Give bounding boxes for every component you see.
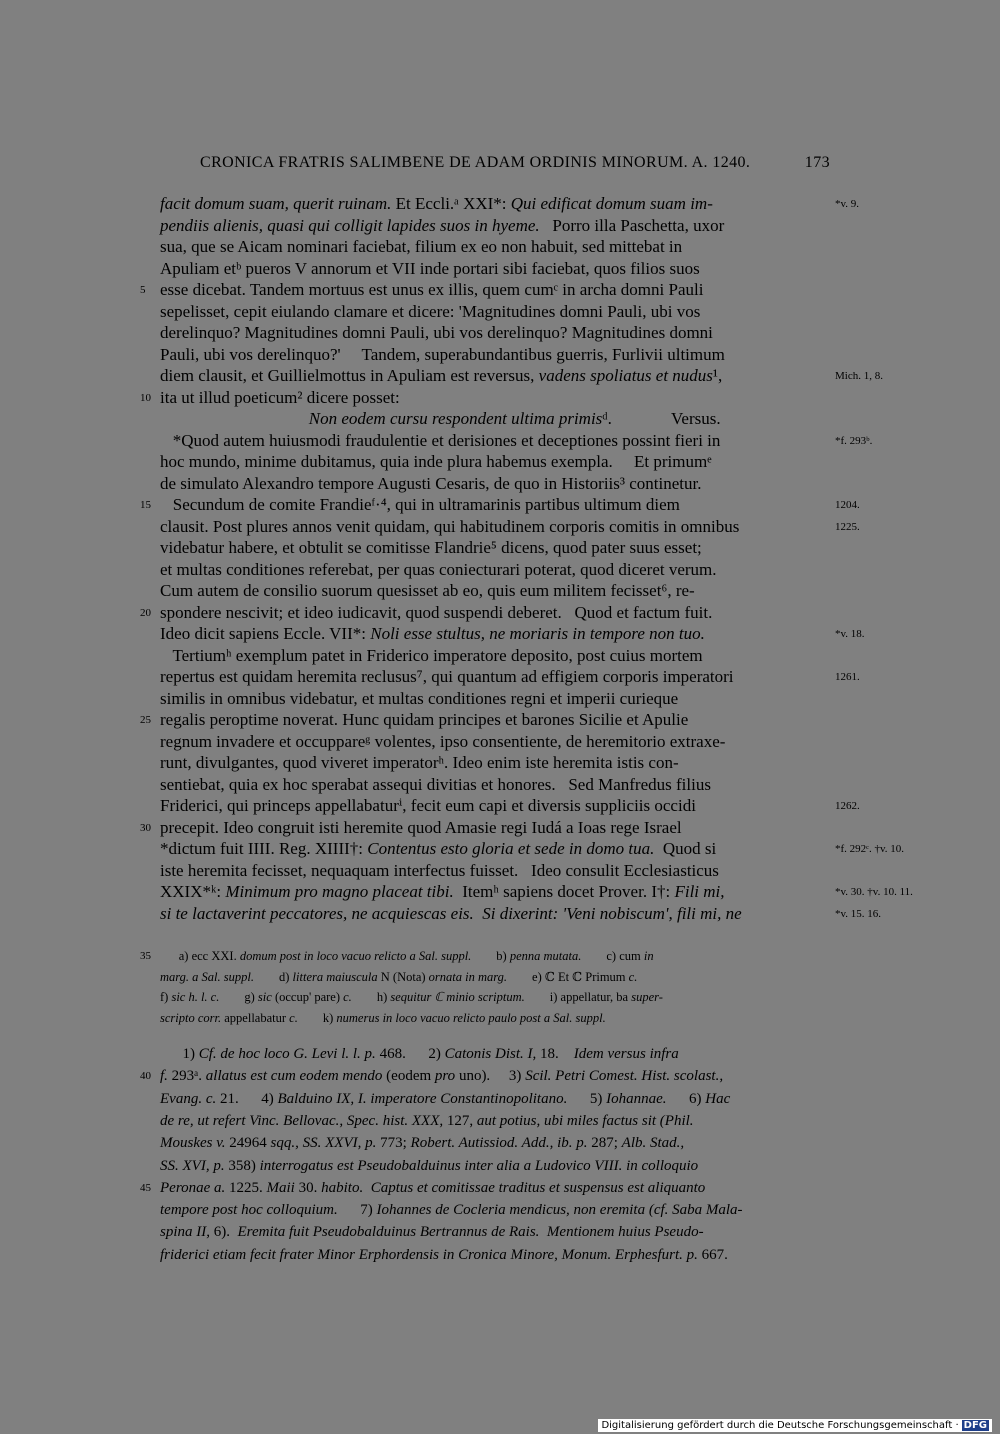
text-segment: 30. bbox=[294, 1179, 322, 1196]
text-segment: runt, divulgantes, quod viveret imperatorʰ. Ideo enim iste heremita istis con- bbox=[160, 753, 679, 772]
text-segment: appellabatur bbox=[221, 1010, 290, 1025]
footnote-line bbox=[160, 1043, 830, 1065]
text-segment: aut potius, ubi miles factus sit (Phil. bbox=[476, 1112, 694, 1129]
text-segment: sequitur ℂ minio scriptum. bbox=[390, 990, 525, 1004]
text-segment: si te lactaverint peccatores, ne acquiescas eis. Si dixerint: 'Veni nobiscum', fili mi, ne bbox=[160, 903, 742, 923]
footnote-line bbox=[160, 1110, 830, 1132]
text-segment: uno). 3) bbox=[455, 1068, 526, 1085]
text-segment: 127, bbox=[443, 1112, 477, 1129]
text-line bbox=[160, 688, 830, 710]
text-segment: (eodem bbox=[382, 1068, 435, 1085]
text-segment: 358) bbox=[224, 1157, 260, 1174]
text-segment: in bbox=[643, 949, 654, 963]
footnote-line bbox=[160, 1244, 830, 1266]
page-number: 173 bbox=[804, 154, 830, 171]
text-segment: tempore post hoc colloquium. bbox=[160, 1202, 338, 1219]
margin-note: *v. 15. 16. bbox=[835, 907, 882, 920]
text-line bbox=[160, 645, 830, 667]
line-number: 30 bbox=[140, 821, 151, 834]
footnote-line bbox=[160, 1088, 830, 1110]
text-line bbox=[160, 752, 830, 774]
text-segment: similis in omnibus videbatur, et multas conditiones regni et imperii curieque bbox=[160, 688, 679, 708]
text-segment: Et Eccli.ᵃ XXI*: bbox=[391, 194, 511, 213]
text-line bbox=[160, 279, 830, 301]
text-segment: sic h. l. c. bbox=[171, 990, 220, 1004]
text-segment: domum post in loco vacuo relicto a Sal. suppl. bbox=[239, 949, 472, 963]
line-number: 10 bbox=[140, 391, 151, 404]
text-segment: Maii bbox=[266, 1179, 295, 1196]
line-number: 45 bbox=[140, 1181, 151, 1194]
text-segment: N (Nota) bbox=[377, 969, 429, 984]
text-segment: hoc mundo, minime dubitamus, quia inde plura habemus exempla. Et primumᵉ bbox=[160, 452, 712, 471]
text-segment: pro bbox=[434, 1068, 456, 1085]
text-line bbox=[160, 838, 830, 860]
line-number: 20 bbox=[140, 606, 151, 619]
text-segment: Alb. Stad., bbox=[621, 1135, 685, 1152]
text-segment: 6) bbox=[666, 1090, 706, 1107]
text-line bbox=[160, 494, 830, 516]
text-line bbox=[160, 344, 830, 366]
text-segment: Evang. c. bbox=[160, 1090, 217, 1107]
text-segment: marg. a Sal. suppl. bbox=[160, 969, 254, 984]
text-line bbox=[160, 903, 830, 925]
text-segment: ornata in marg. bbox=[428, 969, 508, 984]
text-segment: spina II, bbox=[160, 1224, 210, 1241]
text-line bbox=[160, 774, 830, 796]
text-segment: 6). bbox=[210, 1224, 238, 1241]
text-line bbox=[160, 408, 830, 430]
apparatus-line bbox=[160, 988, 830, 1006]
funding-footer bbox=[598, 1419, 992, 1432]
margin-note: 1262. bbox=[835, 800, 860, 812]
text-line bbox=[160, 881, 830, 903]
text-segment: sepelisset, cepit eiulando clamare et dicere: 'Magnitudines domni Pauli, ubi vos bbox=[160, 301, 701, 321]
text-line bbox=[160, 301, 830, 323]
text-segment: clausit. Post plures annos venit quidam, qui habitudinem corporis comitis in omnibus bbox=[160, 516, 740, 536]
text-segment: Quod si bbox=[654, 839, 717, 858]
text-segment: repertus est quidam heremita reclusus⁷, qui quantum ad effigiem corporis imperatori bbox=[160, 667, 734, 686]
text-line bbox=[160, 537, 830, 559]
text-segment: Robert. Autissiod. Add., ib. p. bbox=[410, 1135, 588, 1152]
text-segment: facit domum suam, querit ruinam. bbox=[160, 194, 392, 213]
text-segment: 287; bbox=[587, 1135, 622, 1152]
text-line bbox=[160, 580, 830, 602]
line-number: 5 bbox=[140, 284, 146, 296]
text-segment: Porro illa Paschetta, uxor bbox=[539, 215, 725, 235]
text-segment: 24964 bbox=[225, 1135, 271, 1152]
text-segment: Qui edificat domum suam im- bbox=[510, 194, 713, 213]
text-segment: sqq., SS. XXVI, p. bbox=[270, 1135, 377, 1152]
text-segment: *dictum fuit IIII. Reg. XIIII†: bbox=[160, 839, 368, 858]
margin-note: *v. 18. bbox=[835, 628, 865, 640]
text-segment: numerus in loco vacuo relicto paulo post a Sal. suppl. bbox=[336, 1010, 606, 1025]
text-line bbox=[160, 516, 830, 538]
apparatus-line bbox=[160, 968, 830, 986]
text-segment: SS. XVI, p. bbox=[160, 1157, 225, 1174]
footnote-line bbox=[160, 1132, 830, 1154]
line-number: 35 bbox=[140, 950, 151, 962]
line-number: 25 bbox=[140, 714, 151, 726]
text-segment: 667. bbox=[697, 1246, 728, 1263]
text-segment: i) appellatur, ba bbox=[524, 990, 632, 1004]
text-segment: Minimum pro magno placeat tibi. bbox=[225, 882, 454, 901]
text-segment: (occup' pare) bbox=[271, 990, 344, 1004]
text-segment: Cf. de hoc loco G. Levi l. l. p. bbox=[198, 1046, 376, 1062]
text-segment: c. bbox=[343, 990, 352, 1004]
text-segment: Ideo dicit sapiens Eccle. VII*: bbox=[160, 624, 371, 643]
text-segment: regnum invadere et occuppareᵍ volentes, ipso consentiente, de heremitorio extraxe- bbox=[160, 731, 726, 751]
footnote-line bbox=[160, 1065, 830, 1087]
margin-note: 1204. bbox=[835, 499, 860, 511]
footnote-line bbox=[160, 1155, 830, 1177]
text-line bbox=[160, 451, 830, 473]
dfg-logo: DFG bbox=[963, 1420, 987, 1431]
text-line bbox=[160, 258, 830, 280]
text-line bbox=[160, 709, 830, 731]
text-segment: d) bbox=[254, 969, 293, 984]
text-segment: e) ℂ Et ℂ Primum bbox=[507, 969, 629, 984]
footnote-line bbox=[160, 1221, 830, 1243]
text-segment: h) bbox=[351, 990, 391, 1004]
text-segment: b) bbox=[471, 949, 510, 963]
funding-text: Digitalisierung gefördert durch die Deutsche Forschungsgemeinschaft · bbox=[601, 1420, 959, 1431]
text-segment: 1225. bbox=[225, 1179, 267, 1196]
text-line bbox=[160, 817, 830, 839]
text-segment: Scil. Petri Comest. Hist. scolast., bbox=[525, 1068, 724, 1085]
text-segment: f. bbox=[160, 1068, 168, 1085]
text-segment: diem clausit, et Guillielmottus in Apuliam est reversus, bbox=[160, 366, 539, 385]
text-line bbox=[160, 193, 830, 215]
text-segment: Secundum de comite Frandieᶠ·⁴, qui in ultramarinis partibus ultimum diem bbox=[160, 495, 680, 514]
text-segment: 18. bbox=[536, 1046, 574, 1062]
text-segment: Itemʰ sapiens docet Prover. I†: bbox=[453, 882, 675, 901]
text-line bbox=[160, 731, 830, 753]
text-segment: Iohannae. bbox=[606, 1090, 667, 1107]
text-segment: regalis peroptime noverat. Hunc quidam principes et barones Sicilie et Apulie bbox=[160, 710, 689, 729]
text-segment: Balduino IX, I. imperatore Constantinopolitano. bbox=[277, 1090, 568, 1107]
text-segment: Apuliam etᵇ pueros V annorum et VII inde portari sibi faciebat, quos filios suos bbox=[160, 258, 700, 278]
text-segment: Noli esse stultus, ne moriaris in tempore non tuo. bbox=[370, 624, 705, 643]
text-segment: sic bbox=[257, 990, 272, 1004]
text-segment: g) bbox=[219, 990, 258, 1004]
text-segment: 773; bbox=[376, 1135, 411, 1152]
text-segment: super- bbox=[631, 990, 663, 1004]
text-line bbox=[160, 365, 830, 387]
text-segment: friderici etiam fecit frater Minor Erphordensis in Cronica Minore, Monum. Erphesfurt. p. bbox=[160, 1246, 698, 1263]
text-segment: Eremita fuit Pseudobalduinus Bertrannus de Rais. Mentionem huius Pseudo- bbox=[237, 1224, 704, 1241]
text-segment: et multas conditiones referebat, per quas coniecturari poterat, quod diceret verum. bbox=[160, 559, 717, 579]
apparatus-line bbox=[160, 1009, 830, 1027]
text-segment: c) cum bbox=[581, 949, 644, 963]
text-line bbox=[160, 473, 830, 495]
text-segment: interrogatus est Pseudobalduinus inter alia a Ludovico VIII. in colloquio bbox=[259, 1157, 699, 1174]
line-number: 15 bbox=[140, 499, 151, 511]
text-segment: c. bbox=[289, 1010, 298, 1025]
text-line bbox=[160, 860, 830, 882]
text-segment: spondere nescivit; et ideo iudicavit, quod suspendi deberet. Quod et factum fuit. bbox=[160, 602, 713, 622]
line-number: 40 bbox=[140, 1070, 151, 1083]
text-segment: 293ᵃ. bbox=[167, 1068, 206, 1085]
margin-note: 1225. bbox=[835, 520, 860, 533]
text-segment: ¹, bbox=[712, 366, 723, 385]
text-line bbox=[160, 559, 830, 581]
text-segment: Catonis Dist. I, bbox=[444, 1046, 537, 1062]
text-line bbox=[160, 666, 830, 688]
text-segment: 21. 4) bbox=[216, 1090, 278, 1107]
text-segment: Fili mi, bbox=[674, 882, 725, 901]
text-segment: 468. 2) bbox=[375, 1046, 445, 1062]
text-segment: Mouskes v. bbox=[160, 1135, 226, 1152]
text-line bbox=[160, 623, 830, 645]
text-segment: *Quod autem huiusmodi fraudulentie et derisiones et deceptiones possint fieri in bbox=[160, 430, 721, 450]
text-segment: Pauli, ubi vos derelinquo?' Tandem, superabundantibus guerris, Furlivii ultimum bbox=[160, 344, 725, 364]
text-segment: sentiebat, quia ex hoc sperabat assequi divitias et honores. Sed Manfredus filius bbox=[160, 774, 711, 794]
text-segment: Tertiumʰ exemplum patet in Friderico imperatore deposito, post cuius mortem bbox=[160, 645, 703, 665]
margin-note: Mich. 1, 8. bbox=[835, 370, 883, 382]
text-segment: de simulato Alexandro tempore Augusti Cesaris, de quo in Historiis³ continetur. bbox=[160, 473, 702, 493]
text-segment: derelinquo? Magnitudines domni Pauli, ubi vos derelinquo? Magnitudines domni bbox=[160, 323, 713, 342]
text-segment: pendiis alienis, quasi qui colligit lapides suos in hyeme. bbox=[160, 215, 540, 235]
text-segment: habito. Captus et comitissae traditus et suspensus est aliquanto bbox=[321, 1179, 706, 1196]
text-segment: Peronae a. bbox=[160, 1179, 226, 1196]
text-segment: esse dicebat. Tandem mortuus est unus ex illis, quem cumᶜ in archa domni Pauli bbox=[160, 280, 704, 299]
text-segment: Hac bbox=[705, 1090, 731, 1107]
text-segment: sua, que se Aicam nominari faciebat, filium ex eo non habuit, sed mittebat in bbox=[160, 237, 683, 256]
apparatus-line bbox=[160, 947, 830, 965]
text-segment: penna mutata. bbox=[509, 949, 582, 963]
text-line bbox=[160, 387, 830, 409]
running-header bbox=[160, 154, 830, 178]
text-segment: videbatur habere, et obtulit se comitisse Flandrie⁵ dicens, quod pater suus esset; bbox=[160, 538, 702, 557]
text-segment: XXIX*ᵏ: bbox=[160, 882, 226, 901]
margin-note: *f. 293ᵇ. bbox=[835, 434, 873, 447]
text-segment: ita ut illud poeticum² dicere posset: bbox=[160, 387, 400, 407]
footnote-line bbox=[160, 1177, 830, 1199]
text-segment: iste heremita fecisset, nequaquam interfectus fuisset. Ideo consulit Ecclesiasticus bbox=[160, 860, 719, 880]
text-segment: Idem versus infra bbox=[573, 1046, 679, 1062]
text-line bbox=[160, 795, 830, 817]
margin-note: *v. 30. †v. 10. 11. bbox=[835, 886, 913, 898]
text-segment: 5) bbox=[567, 1090, 607, 1107]
text-segment: allatus est cum eodem mendo bbox=[205, 1068, 383, 1085]
text-line bbox=[160, 602, 830, 624]
text-segment: Iohannes de Cocleria mendicus, non eremita (cf. Saba Mala- bbox=[376, 1202, 743, 1219]
text-segment: Cum autem de consilio suorum quesisset ab eo, quis eum militem fecisset⁶, re- bbox=[160, 581, 695, 600]
text-segment: Non eodem cursu respondent ultima primis bbox=[308, 409, 603, 428]
text-segment bbox=[160, 409, 309, 428]
text-segment: precepit. Ideo congruit isti heremite quod Amasie regi Iudá a Ioas rege Israel bbox=[160, 817, 682, 837]
text-segment: c. bbox=[628, 969, 638, 984]
text-segment: f) bbox=[160, 990, 172, 1004]
text-segment: k) bbox=[297, 1010, 337, 1025]
margin-note: 1261. bbox=[835, 671, 860, 683]
text-segment: littera maiuscula bbox=[292, 969, 378, 984]
text-segment: ᵈ. Versus. bbox=[602, 409, 721, 428]
text-line bbox=[160, 215, 830, 237]
text-segment: 1) bbox=[160, 1046, 199, 1062]
margin-note: *v. 9. bbox=[835, 198, 860, 210]
running-title: CRONICA FRATRIS SALIMBENE DE ADAM ORDINIS MINORUM. A. 1240. bbox=[200, 154, 751, 171]
text-segment: Contentus esto gloria et sede in domo tua. bbox=[367, 839, 655, 858]
text-segment: a) ecc XXI. bbox=[160, 949, 240, 963]
margin-note: *f. 292ᶜ. †v. 10. bbox=[835, 843, 905, 855]
text-line bbox=[160, 236, 830, 258]
footnote-line bbox=[160, 1199, 830, 1221]
text-segment: Friderici, qui princeps appellabaturⁱ, fecit eum capi et diversis suppliciis occidi bbox=[160, 796, 696, 815]
text-segment: scripto corr. bbox=[160, 1010, 222, 1025]
text-segment: vadens spoliatus et nudus bbox=[538, 366, 713, 385]
text-line bbox=[160, 430, 830, 452]
text-line bbox=[160, 322, 830, 344]
text-segment: de re, ut refert Vinc. Bellovac., Spec. hist. XXX, bbox=[160, 1112, 444, 1129]
text-segment: 7) bbox=[337, 1202, 377, 1219]
